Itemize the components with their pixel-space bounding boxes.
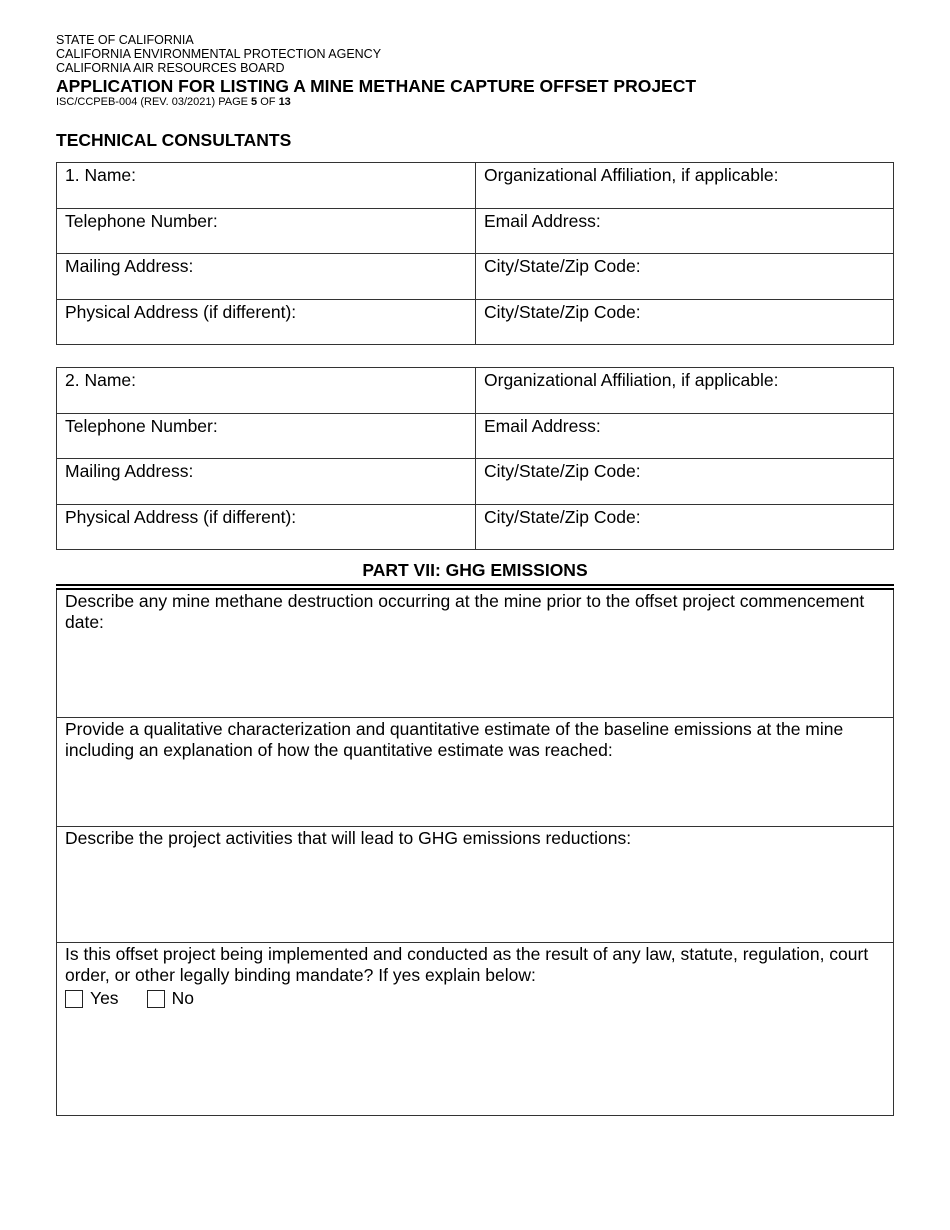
page-of: OF xyxy=(257,96,279,108)
technical-consultants-title: TECHNICAL CONSULTANTS xyxy=(56,130,292,150)
baseline-emissions-field[interactable] xyxy=(57,717,893,826)
consultant-2-city2-field[interactable]: City/State/Zip Code: xyxy=(476,504,894,550)
consultant-1-physical-field[interactable]: Physical Address (if different): xyxy=(57,299,476,345)
consultant-2-table xyxy=(56,367,894,550)
page-number: 5 xyxy=(251,96,258,108)
consultant-1-mailing-field[interactable]: Mailing Address: xyxy=(57,254,476,300)
form-title: APPLICATION FOR LISTING A MINE METHANE CAPTURE OFFSET PROJECT xyxy=(56,76,697,96)
prior-destruction-field[interactable] xyxy=(57,590,893,717)
ghg-emissions-section xyxy=(56,590,894,1116)
consultant-2-physical-field[interactable]: Physical Address (if different): xyxy=(57,504,476,550)
board-label: CALIFORNIA AIR RESOURCES BOARD xyxy=(56,61,285,75)
consultant-1-phone-field[interactable]: Telephone Number: xyxy=(57,208,476,254)
part-vii-title: PART VII: GHG EMISSIONS xyxy=(362,560,588,580)
no-label: No xyxy=(171,988,194,1008)
consultant-2-mailing-field[interactable]: Mailing Address: xyxy=(57,459,476,505)
project-activities-question: Describe the project activities that will lead to GHG emissions reductions: xyxy=(65,828,632,848)
consultant-2-name-field[interactable]: 2. Name: xyxy=(57,368,476,414)
consultant-1-name-field[interactable]: 1. Name: xyxy=(57,163,476,209)
yes-label: Yes xyxy=(90,988,119,1008)
yes-no-options xyxy=(65,988,885,1009)
project-activities-field[interactable] xyxy=(57,826,893,942)
no-option[interactable] xyxy=(147,988,194,1009)
page-total: 13 xyxy=(278,96,291,108)
state-label: STATE OF CALIFORNIA xyxy=(56,33,194,47)
form-id: ISC/CCPEB-004 (REV. 03/2021) PAGE xyxy=(56,96,252,108)
yes-option[interactable] xyxy=(65,988,119,1009)
form-header xyxy=(56,33,696,109)
form-number xyxy=(56,96,696,109)
consultant-2-email-field[interactable]: Email Address: xyxy=(476,413,894,459)
consultant-2-phone-field[interactable]: Telephone Number: xyxy=(57,413,476,459)
consultant-1-city2-field[interactable]: City/State/Zip Code: xyxy=(476,299,894,345)
prior-destruction-question: Describe any mine methane destruction occurring at the mine prior to the offset project commencement date: xyxy=(65,591,865,632)
consultant-1-org-field[interactable]: Organizational Affiliation, if applicable: xyxy=(476,163,894,209)
legal-mandate-field[interactable] xyxy=(57,942,893,1115)
consultant-1-table xyxy=(56,162,894,345)
legal-mandate-question: Is this offset project being implemented and conducted as the result of any law, statute, regulation, court order, or other legally binding mandate? If yes explain below: xyxy=(65,944,869,985)
agency-label: CALIFORNIA ENVIRONMENTAL PROTECTION AGENCY xyxy=(56,47,382,61)
consultant-2-city1-field[interactable]: City/State/Zip Code: xyxy=(476,459,894,505)
yes-checkbox[interactable] xyxy=(65,990,83,1008)
consultant-2-org-field[interactable]: Organizational Affiliation, if applicable: xyxy=(476,368,894,414)
baseline-emissions-question: Provide a qualitative characterization and quantitative estimate of the baseline emissions at the mine including an explanation of how the quantitative estimate was reached: xyxy=(65,719,844,760)
consultant-1-email-field[interactable]: Email Address: xyxy=(476,208,894,254)
no-checkbox[interactable] xyxy=(147,990,165,1008)
consultant-1-city1-field[interactable]: City/State/Zip Code: xyxy=(476,254,894,300)
